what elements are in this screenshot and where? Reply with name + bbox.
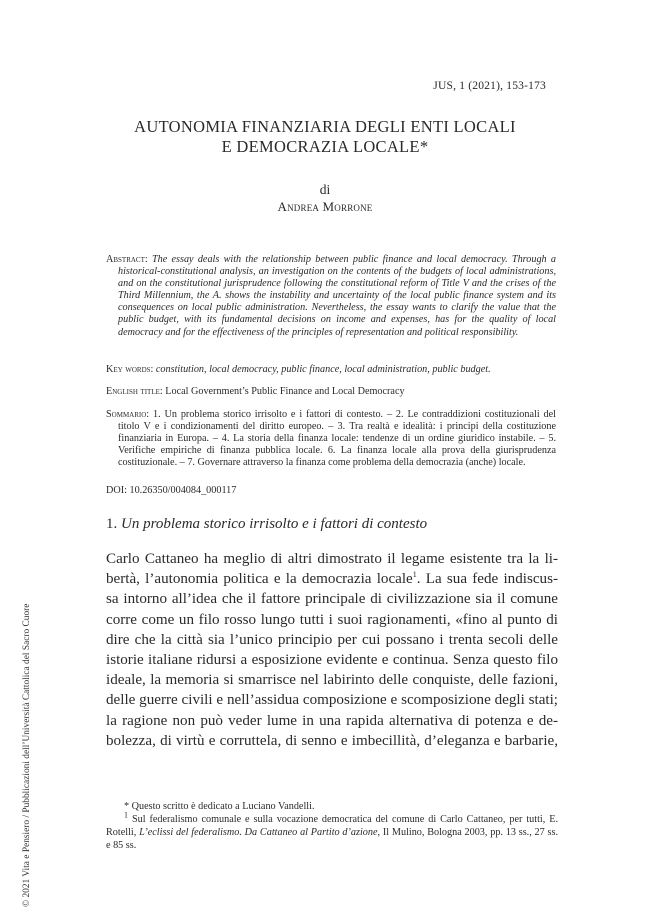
section-heading	[106, 516, 427, 533]
body-line: delle guerre civili e nell’assidua composizione e scomposizione degli stati;	[106, 692, 558, 709]
body-line-part: bertà, l’autonomia politica e la democrazia locale	[106, 571, 413, 588]
keywords-label: Key words:	[106, 364, 154, 375]
body-line-with-footnote	[106, 569, 558, 589]
byline: di	[319, 182, 331, 197]
body-line: dire che la città sia l’unico principio per cui possano i trenta secoli delle	[106, 631, 558, 648]
footnote-reference[interactable]: 1	[412, 570, 417, 580]
author-name: Andrea Morrone	[277, 199, 373, 214]
body-line: istorie italiane ridursi a esposizione evidente e continua. Senza questo filo	[106, 652, 558, 669]
body-text	[106, 549, 558, 751]
footnote-1-text-b: , Il Mulino, Bologna 2003, pp. 13 ss., 27 ss. e 85 ss.	[106, 827, 559, 851]
section-title: Un problema storico irrisolto e i fattori di contesto	[121, 516, 428, 532]
body-line-part: . La sua fede indiscus-	[416, 571, 558, 588]
english-title-label: English title:	[106, 386, 163, 397]
summary	[106, 409, 556, 469]
footnote-1	[106, 810, 559, 852]
article-title-line-1: AUTONOMIA FINANZIARIA DEGLI ENTI LOCALI	[134, 117, 516, 136]
keywords-text: constitution, local democracy, public finance, local administration, public budget.	[155, 364, 491, 375]
english-title	[106, 386, 556, 398]
body-line: bolezza, di virtù e corruttela, di senno e imbecillità, d’eleganza e barbarie,	[106, 732, 558, 749]
body-line: Carlo Cattaneo ha meglio di altri dimostrato il legame esistente tra la li-	[106, 551, 558, 567]
article-title	[0, 117, 650, 157]
body-line: sa intorno all’idea che il fattore principale di civilizzazione sia il comune	[106, 591, 558, 608]
body-line: corre come un filo rosso lungo tutti i suoi ragionamenti, «fino al punto di	[106, 611, 558, 628]
footnote-1-text-a: Sul federalismo comunale e sulla vocazione democratica del comune di Carlo Cattaneo, per tutti, E. Rotelli,	[106, 814, 558, 838]
summary-label: Sommario:	[106, 409, 150, 420]
footnote-1-marker: 1	[124, 810, 128, 820]
summary-text: 1. Un problema storico irrisolto e i fattori di contesto. – 2. Le contraddizioni costituzionali del titolo V e i condizionamenti del diritto europeo. – 3. Tra realtà e idealità: i principi della costituzione finanziaria in Europa. – 4. La storia della finanza locale: tendenze di un ordine giuridico instabile. – 5. Verifiche empiriche di finanza pubblica locale. 6. La finanza locale alla prova della giurisprudenza costituzionale. – 7. Governare attraverso la finanza come problema della democrazia (anche) locale.	[118, 409, 556, 469]
footnote-star: * Questo scritto è dedicato a Luciano Vandelli.	[124, 801, 315, 812]
footnotes	[106, 800, 558, 852]
abstract	[106, 254, 556, 339]
body-line: ideale, la memoria si smarrisce nel labirinto delle conquiste, delle fazioni,	[106, 672, 558, 689]
journal-reference: JUS, 1 (2021), 153-173	[433, 80, 546, 92]
section-number: 1.	[106, 516, 118, 532]
article-title-line-2: E DEMOCRAZIA LOCALE*	[221, 137, 429, 156]
abstract-label: Abstract:	[106, 254, 148, 265]
abstract-text: The essay deals with the relationship between public finance and local democracy. Through a historical-constitutional analysis, an investigation on the contents of the budgets of local administrations, and on the constitutional jurisprudence following the constitutional reform of Title V and the crises of the Third Millennium, the A. shows the instability and uncertainty of the local public finance system and its consequences on local public administration. Nevertheless, the essay wants to clarify the value that the public budget, with its fundamental decisions on income and expenses, has for the quality of local democracy and for the effectiveness of the principles of representation and political responsibility.	[118, 254, 556, 338]
footnote-1-italic: L’eclissi del federalismo. Da Cattaneo al Partito d’azione	[139, 827, 378, 838]
body-line: la ragione non può veder lume in una rapida alternativa di potenza e de-	[106, 712, 558, 729]
doi: DOI: 10.26350/004084_000117	[106, 485, 237, 496]
english-title-text: Local Government’s Public Finance and Local Democracy	[165, 386, 405, 397]
keywords	[106, 364, 556, 376]
copyright-side-notice: © 2021 Vita e Pensiero / Pubblicazioni dell’Università Cattolica del Sacro Cuore	[22, 603, 32, 907]
